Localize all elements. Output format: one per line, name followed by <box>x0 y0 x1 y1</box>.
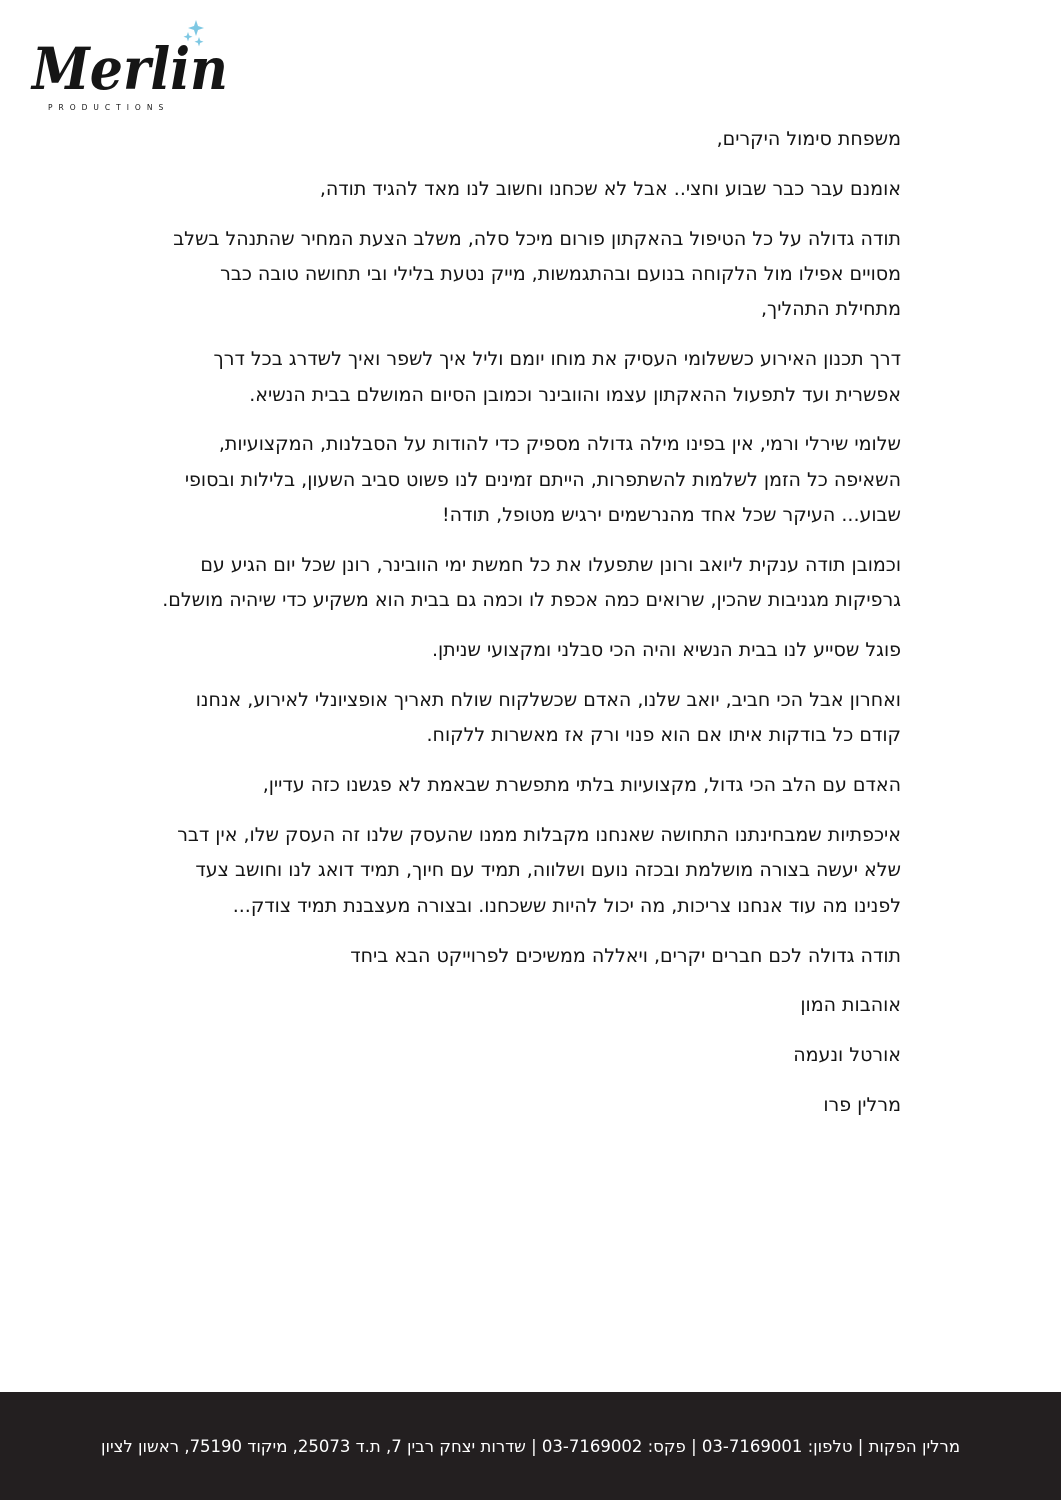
letter-paragraph: האדם עם הלב הכי גדול, מקצועיות בלתי מתפשרת שבאמת לא פגשנו כזה עדיין, <box>262 774 901 797</box>
letter-paragraph: תודה גדולה לכם חברים יקרים, ויאללה ממשיכים לפרוייקט הבא ביחד <box>350 944 901 967</box>
letter-paragraph: ואחרון אבל הכי חביב, יואב שלנו, האדם שכשלקוח שולח תאריך אופציונלי לאירוע, אנחנו קודם כל בודקות איתו אם הוא פנוי ורק אז מאשרות ללקוח. <box>195 689 901 747</box>
letter-paragraph: שלומי שירלי ורמי, אין בפינו מילה גדולה מספיק כדי להודות על הסבלנות, המקצועיות, השאיפה כל הזמן לשלמות להשתפרות, הייתם זמינים לנו פשוט סביב השעון, בלילות ובסופי שבוע... העיקר שכל אחד מהנרשמים ירגיש מטופל, תודה! <box>184 433 901 527</box>
logo-wordmark: Merlin <box>30 35 228 103</box>
footer-bar <box>0 1392 1061 1500</box>
letter-paragraph: פוגל שסייע לנו בבית הנשיא והיה הכי סבלני ומקצועי שניתן. <box>431 639 901 662</box>
letter-paragraph: איכפתיות שמבחינתנו התחושה שאנחנו מקבלות ממנו שהעסק שלנו זה העסק שלו, אין דבר שלא יעשה בצורה מושלמת ובכזה נועם ושלווה, תמיד עם חיוך, תמיד דואג לנו וחושב צעד לפנינו מה עוד אנחנו צריכות, מה יכול להיות ששכחנו. ובצורה מעצבנת תמיד צודק... <box>177 824 901 917</box>
letter-paragraph: אומנם עבר כבר שבוע וחצי.. אבל לא שכחנו וחשוב לנו מאד להגיד תודה, <box>319 177 901 200</box>
letter-body <box>159 122 901 1138</box>
letter-signers: אורטל ונעמה <box>793 1044 901 1067</box>
letter-company: מרלין פרו <box>823 1094 901 1117</box>
letter-paragraph: דרך תכנון האירוע כששלומי העסיק את מוחו יומם וליל איך לשפר ואיך לשדרג בכל דרך אפשרית ועד לתפעול ההאקתון עצמו והוובינר וכמובן הסיום המושלם בבית הנשיא. <box>213 348 901 406</box>
letter-paragraph: תודה גדולה על כל הטיפול בהאקתון פורום מיכל סלה, משלב הצעת המחיר שהתנהל בשלב מסויים אפילו מול הלקוחה בנועם ובהתגמשות, מייק נטעת בלילי ובי תחושה טובה כבר מתחילת התהליך, <box>173 227 901 321</box>
letter-greeting: משפחת סימול היקרים, <box>716 128 901 150</box>
letter-paragraph: וכמובן תודה ענקית ליואב ורונן שתפעלו את כל חמשת ימי הוובינר, רונן שכל יום הגיע עם גרפיקות מגניבות שהכין, שרואים כמה אכפת לו וכמה גם בבית הוא משקיע כדי שיהיה מושלם. <box>162 553 901 612</box>
letter-closing: אוהבות המון <box>800 994 901 1017</box>
merlin-logo <box>30 18 235 118</box>
logo-subtitle: PRODUCTIONS <box>48 103 170 112</box>
footer-contact-info: מרלין הפקות | טלפון: 03-7169001 | פקס: 03-7169002 | שדרות יצחק רבין 7, ת.ד 25073, מיקוד 75190, ראשון לציון <box>100 1436 961 1456</box>
